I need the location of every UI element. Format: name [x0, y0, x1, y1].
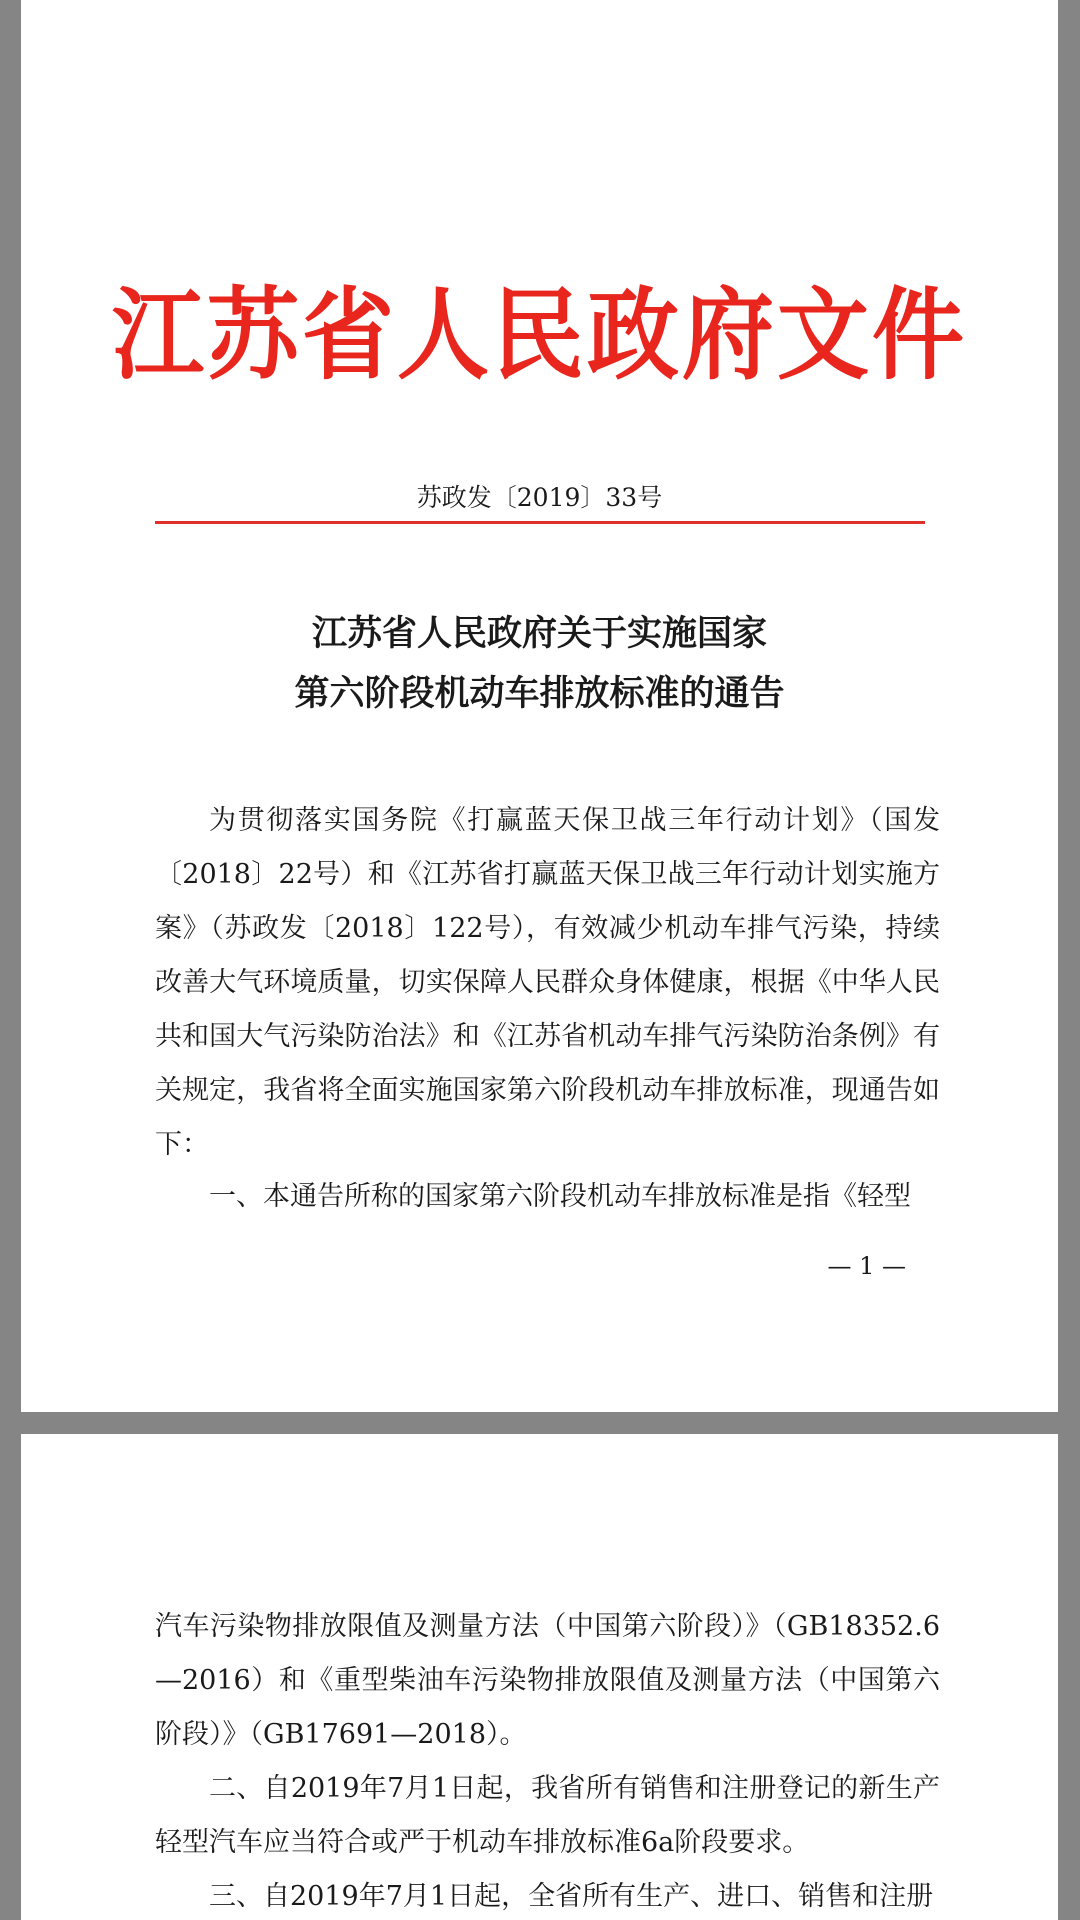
- notice-title-line-2: 第六阶段机动车排放标准的通告: [294, 673, 785, 714]
- body-paragraph-intro: 为贯彻落实国务院《打赢蓝天保卫战三年行动计划》（国发〔2018〕22号）和《江苏省打赢蓝天保卫战三年行动计划实施方案》（苏政发〔2018〕122号），有效减少机动车排气污染，持续改善大气环境质量，切实保障人民群众身体健康，根据《中华人民共和国大气污染防治法》和《江苏省机动车排气污染防治条例》有关规定，我省将全面实施国家第六阶段机动车排放标准，现通告如下：: [155, 805, 940, 1160]
- body-paragraph-continuation: 汽车污染物排放限值及测量方法（中国第六阶段）》（GB18352.6—2016）和《重型柴油车污染物排放限值及测量方法（中国第六阶段）》（GB17691—2018）。: [155, 1611, 940, 1750]
- body-paragraph-item-2: 二、自2019年7月1日起，我省所有销售和注册登记的新生产轻型汽车应当符合或严于机动车排放标准6a阶段要求。: [155, 1773, 940, 1858]
- document-page-2: [21, 1434, 1058, 1920]
- red-divider-line: [155, 521, 925, 524]
- document-page-1: [21, 0, 1058, 1412]
- masthead-title: 江苏省人民政府文件: [111, 277, 967, 394]
- page-number: — 1 —: [827, 1252, 906, 1280]
- notice-title-line-1: 江苏省人民政府关于实施国家: [311, 613, 767, 654]
- body-paragraph-item-3: 三、自2019年7月1日起，全省所有生产、进口、销售和注册: [209, 1881, 934, 1912]
- document-number: 苏政发〔2019〕33号: [416, 483, 663, 512]
- body-paragraph-item-1: 一、本通告所称的国家第六阶段机动车排放标准是指《轻型: [209, 1181, 911, 1212]
